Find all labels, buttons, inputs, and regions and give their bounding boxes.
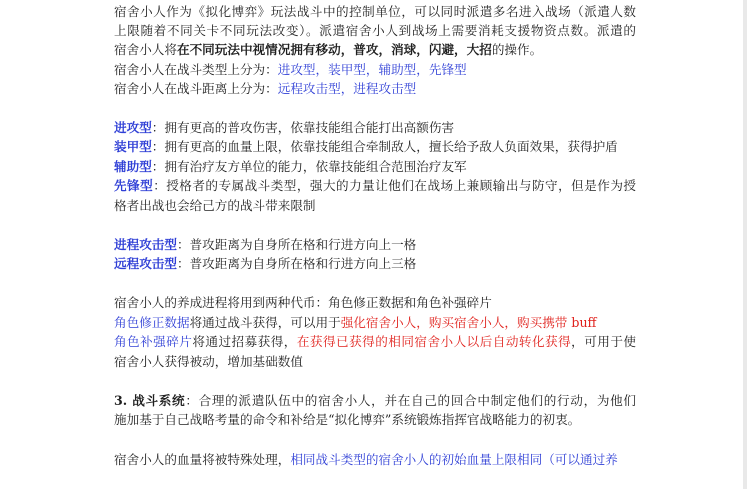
range-melee-label: 进程攻击型 [114,237,177,252]
currency-data-line: 角色修正数据将通过战斗获得，可以用于强化宿舍小人，购买宿舍小人，购买携带 buff [114,315,597,330]
combat-range-line: 宿舍小人在战斗距离上分为：远程攻击型，进程攻击型 [114,81,417,96]
currency-fragment-source: 在获得已获得的相同宿舍小人以后自动转化获得 [296,334,572,349]
type-vanguard-line-1: 先锋型：授格者的专属战斗类型，强大的力量让他们在战场上兼顾输出与防守，但是作为授 [114,178,637,193]
currency-fragment-label: 角色补强碎片 [114,334,193,349]
currency-fragment-line-2: 宿舍小人获得被动，增加基础数值 [114,354,303,369]
type-support-line: 辅助型：拥有治疗友方单位的能力，依靠技能组合范围治疗友军 [114,159,467,174]
paragraph-intro-line-3: 宿舍小人将在不同玩法中视情况拥有移动，普攻，消球，闪避，大招的操作。 [114,42,543,57]
paragraph-intro-line-1: 宿舍小人作为《拟化博弈》玩法战斗中的控制单位，可以同时派遣多名进入战场（派遣人数 [114,4,636,19]
hp-emphasis: 相同战斗类型的宿舍小人的初始血量上限相同（可以通过养 [290,452,618,467]
currency-data-label: 角色修正数据 [114,315,190,330]
type-attack-label: 进攻型 [114,120,152,135]
combat-system-line-2: 施加基于自己战略考量的命令和补给是“拟化博弈”系统锻炼指挥官战略能力的初衷。 [114,412,581,427]
page-edge [743,0,747,489]
currency-intro-line: 宿舍小人的养成进程将用到两种代币：角色修正数据和角色补强碎片 [114,295,492,310]
range-ranged-label: 远程攻击型 [114,256,177,271]
hp-line: 宿舍小人的血量将被特殊处理，相同战斗类型的宿舍小人的初始血量上限相同（可以通过养 [114,452,618,467]
type-armor-label: 装甲型 [114,139,152,154]
operations-emphasis: 在不同玩法中视情况拥有移动，普攻，消球，闪避，大招 [176,42,492,57]
range-ranged-line: 远程攻击型：普攻距离为自身所在格和行进方向上三格 [114,256,417,271]
type-attack-line: 进攻型：拥有更高的普攻伤害，依靠技能组合能打出高额伤害 [114,120,455,135]
combat-type-line: 宿舍小人在战斗类型上分为：进攻型，装甲型，辅助型，先锋型 [114,62,467,77]
combat-range-list: 远程攻击型，进程攻击型 [277,81,417,96]
type-vanguard-label: 先锋型 [114,178,154,193]
type-armor-line: 装甲型：拥有更高的血量上限，依靠技能组合牵制敌人，擅长给予敌人负面效果，获得护盾 [114,139,618,154]
paragraph-intro-line-2: 上限随着不同关卡不同玩法改变）。派遣宿舍小人到战场上需要消耗支援物资点数。派遣的 [114,23,636,38]
combat-system-line-1: 3. 战斗系统：合理的派遣队伍中的宿舍小人，并在自己的回合中制定他们的行动，为他们 [114,393,636,408]
currency-fragment-line-1: 角色补强碎片将通过招募获得，在获得已获得的相同宿舍小人以后自动转化获得，可用于使 [114,334,637,349]
range-melee-line: 进程攻击型：普攻距离为自身所在格和行进方向上一格 [114,237,417,252]
currency-data-uses: 强化宿舍小人，购买宿舍小人，购买携带 buff [340,315,597,330]
type-vanguard-line-2: 格者出战也会给己方的战斗带来限制 [114,198,316,213]
combat-system-heading: 3. 战斗系统 [114,393,186,408]
combat-type-list: 进攻型，装甲型，辅助型，先锋型 [277,62,467,77]
type-support-label: 辅助型 [114,159,152,174]
